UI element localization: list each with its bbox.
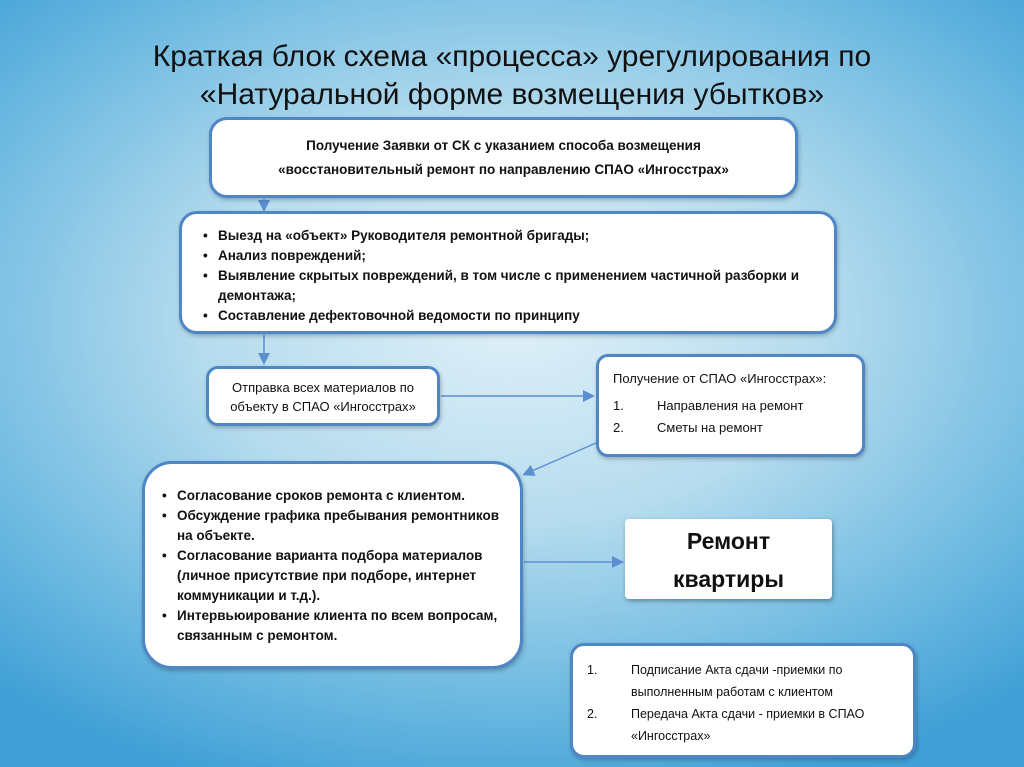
receive-list	[613, 395, 852, 439]
receive-item-number: 1.	[613, 398, 624, 413]
inspection-item: • Выявление скрытых повреждений, в том числе с применением частичной разборки и демонтажа;	[218, 266, 820, 306]
request-box	[209, 117, 798, 198]
receive-item-number: 2.	[613, 420, 624, 435]
title-line-2: «Натуральной форме возмещения убытков»	[199, 78, 825, 111]
repair-line-1: Ремонт	[686, 528, 771, 554]
client-agreement-box	[142, 461, 523, 669]
title-line-1: Краткая блок схема «процесса» урегулирования по	[152, 40, 872, 73]
send-materials-text: Отправка всех материалов по объекту в СПАО «Ингосстрах»	[230, 380, 416, 414]
receive-item	[613, 395, 852, 417]
inspection-item: • Выезд на «объект» Руководителя ремонтной бригады;	[218, 226, 820, 246]
inspection-box	[179, 211, 837, 334]
repair-line-2: квартиры	[673, 566, 784, 592]
client-agreement-item: • Согласование варианта подбора материалов (личное присутствие при подборе, интернет коммуникации и т.д.).	[177, 546, 508, 606]
inspection-item: • Составление дефектовочной ведомости по принципу	[218, 306, 820, 326]
client-agreement-item: • Обсуждение графика пребывания ремонтников на объекте.	[177, 506, 508, 546]
receive-box	[596, 354, 865, 457]
acceptance-item-number: 1.	[587, 663, 598, 677]
arrow-box4-to-box5	[525, 443, 596, 474]
receive-item-text: Направления на ремонт	[657, 398, 804, 413]
inspection-list	[200, 226, 820, 326]
client-agreement-item: • Интервьюирование клиента по всем вопросам, связанным с ремонтом.	[177, 606, 508, 646]
acceptance-item	[587, 703, 903, 747]
acceptance-list	[587, 659, 903, 747]
request-line-1: Получение Заявки от СК с указанием способа возмещения	[306, 138, 701, 153]
acceptance-box	[570, 643, 916, 758]
acceptance-item-text: Передача Акта сдачи - приемки в СПАО «Ингосстрах»	[631, 707, 865, 743]
acceptance-item	[587, 659, 903, 703]
receive-item	[613, 417, 852, 439]
send-materials-box	[206, 366, 440, 426]
acceptance-item-number: 2.	[587, 707, 598, 721]
receive-item-text: Сметы на ремонт	[657, 420, 763, 435]
client-agreement-item: • Согласование сроков ремонта с клиентом.	[177, 486, 508, 506]
request-line-2: «восстановительный ремонт по направлению СПАО «Ингосстрах»	[278, 162, 729, 177]
client-agreement-list	[159, 486, 508, 646]
repair-box	[625, 519, 832, 599]
inspection-item: • Анализ повреждений;	[218, 246, 820, 266]
acceptance-item-text: Подписание Акта сдачи -приемки по выполненным работам с клиентом	[631, 663, 843, 699]
receive-heading: Получение от СПАО «Ингосстрах»:	[613, 371, 827, 386]
